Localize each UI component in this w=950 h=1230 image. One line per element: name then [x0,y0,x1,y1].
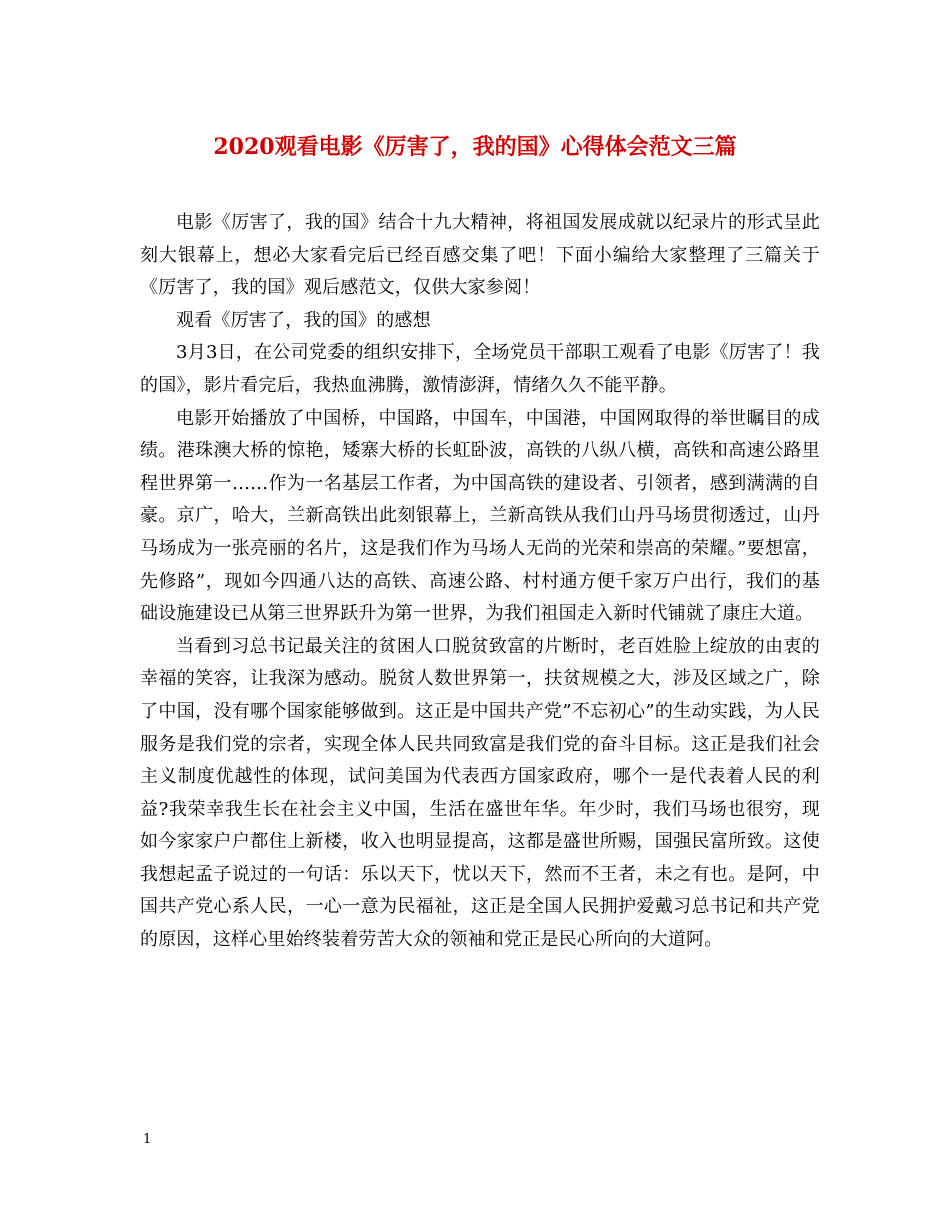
document-body [140,207,820,957]
document-title: 2020观看电影《厉害了，我的国》心得体会范文三篇 [213,134,737,160]
section-heading: 观看《厉害了，我的国》的感想 [176,309,431,331]
paragraph: 电影开始播放了中国桥，中国路，中国车，中国港，中国网取得的举世瞩目的成绩。港珠澳大桥的惊艳，矮寨大桥的长虹卧波，高铁的八纵八横，高铁和高速公路里程世界第一……作为一名基层工作者，为中国高铁的建设者、引领者，感到满满的自豪。京广，哈大，兰新高铁出此刻银幕上，兰新高铁从我们山丹马场贯彻透过，山丹马场成为一张亮丽的名片，这是我们作为马场人无尚的光荣和崇高的荣耀。”要想富，先修路”，现如今四通八达的高铁、高速公路、村村通方便千家万户出行，我们的基础设施建设已从第三世界跃升为第一世界，为我们祖国走入新时代铺就了康庄大道。 [140,407,820,625]
page-number: 1 [143,1132,152,1147]
paragraph: 3月3日，在公司党委的组织安排下，全场党员干部职工观看了电影《厉害了！我的国》，影片看完后，我热血沸腾，激情澎湃，情绪久久不能平静。 [140,342,820,396]
paragraph: 当看到习总书记最关注的贫困人口脱贫致富的片断时，老百姓脸上绽放的由衷的幸福的笑容，让我深为感动。脱贫人数世界第一，扶贫规模之大，涉及区域之广，除了中国，没有哪个国家能够做到。这正是中国共产党”不忘初心”的生动实践，为人民服务是我们党的宗者，实现全体人民共同致富是我们党的奋斗目标。这正是我们社会主义制度优越性的体现，试问美国为代表西方国家政府，哪个一是代表着人民的利益?我荣幸我生长在社会主义中国，生活在盛世年华。年少时，我们马场也很穷，现如今家家户户都住上新楼，收入也明显提高，这都是盛世所赐，国强民富所致。这使我想起孟子说过的一句话：乐以天下，忧以天下，然而不王者，未之有也。是阿，中国共产党心系人民，一心一意为民福祉，这正是全国人民拥护爱戴习总书记和共产党的原因，这样心里始终装着劳苦大众的领袖和党正是民心所向的大道阿。 [140,635,820,951]
paragraph-intro: 电影《厉害了，我的国》结合十九大精神，将祖国发展成就以纪录片的形式呈此刻大银幕上，想必大家看完后已经百感交集了吧！下面小编给大家整理了三篇关于《厉害了，我的国》观后感范文，仅供大家参阅！ [140,212,820,299]
